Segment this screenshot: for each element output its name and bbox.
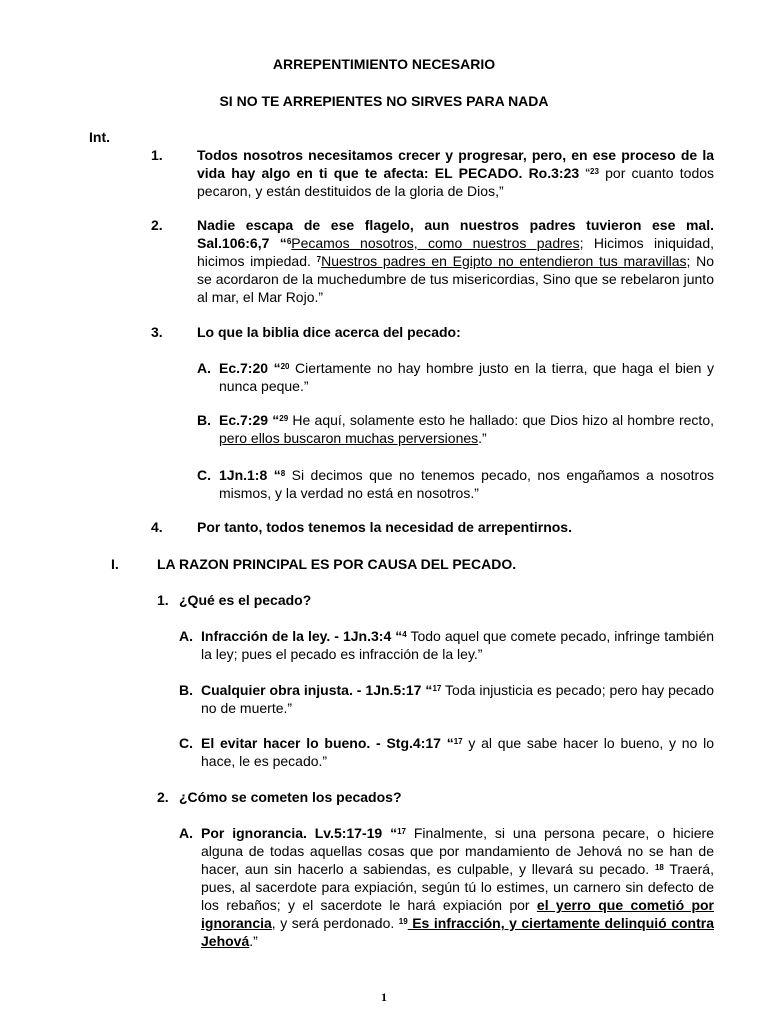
section-1-heading: LA RAZON PRINCIPAL ES POR CAUSA DEL PECADO. <box>157 556 517 572</box>
verse-reference: Infracción de la ley. - 1Jn.3:4 <box>201 628 392 644</box>
question-1-heading: ¿Qué es el pecado? <box>179 592 312 608</box>
verse-number: 23 <box>590 167 599 176</box>
intro-item-4-text: Por tanto, todos tenemos la necesidad de arrepentirnos. <box>197 519 572 535</box>
intro-item-1 <box>197 146 714 200</box>
intro-item-2-underlined-2: Nuestros padres en Egipto no entendieron tus maravillas <box>321 253 687 269</box>
intro-item-3-number: 3. <box>151 324 163 340</box>
verse-text: He aquí, solamente esto he hallado: que Dios hizo al hombre recto, <box>288 412 715 428</box>
question-2-heading: ¿Cómo se cometen los pecados? <box>179 789 402 805</box>
verse-number: 6 <box>286 237 292 246</box>
verse-number: 20 <box>280 362 290 371</box>
intro-item-2 <box>197 216 714 306</box>
document-title: ARREPENTIMIENTO NECESARIO <box>272 56 496 72</box>
verse-underlined: pero ellos buscaron muchas perversiones <box>219 430 479 446</box>
verse-text: Toda injusticia es pecado; pero hay pecado no de muerte.” <box>201 682 715 716</box>
verse-number: 17 <box>453 737 463 746</box>
verse-open: “ <box>267 467 281 483</box>
intro-item-2-underlined-1: Pecamos nosotros, como nuestros padres <box>291 235 580 251</box>
question-2-number: 2. <box>157 789 169 805</box>
verse-number: 29 <box>279 414 289 423</box>
intro-item-3b <box>219 411 714 447</box>
verse-number: 17 <box>397 827 406 836</box>
verse-reference: Ec.7:29 <box>219 412 269 428</box>
q1-b <box>201 681 714 717</box>
intro-item-2-text-2: ; No se acordaron de la muchedumbre de tus misericordias, Sino que se rebelaron junto al mar, el Mar Rojo.” <box>197 253 714 305</box>
verse-number: 19 <box>398 917 408 926</box>
q2-a <box>201 824 714 950</box>
intro-item-2-number: 2. <box>151 217 163 233</box>
intro-item-2-text-1: ; Hicimos iniquidad, hicimos impiedad. <box>197 235 714 269</box>
verse-number: 18 <box>654 863 664 872</box>
verse-open: “ <box>268 412 280 428</box>
verse-reference: Ec.7:20 <box>219 360 269 376</box>
verse-number: 7 <box>316 255 322 264</box>
intro-item-2-verse-open: “ <box>269 235 287 251</box>
verse-number: 8 <box>280 469 286 478</box>
verse-open: “ <box>391 628 403 644</box>
intro-item-3c <box>219 466 714 502</box>
q1-b-letter: B. <box>179 682 193 698</box>
verse-number: 4 <box>402 630 407 639</box>
intro-label: Int. <box>89 129 110 145</box>
intro-item-2-bold: Nadie escapa de ese flagelo, aun nuestros padres tuvieron ese mal. Sal.106:6,7 <box>197 217 714 251</box>
question-1-number: 1. <box>157 592 169 608</box>
verse-text: Todo aquel que comete pecado, infringe también la ley; pues el pecado es infracción de la ley.” <box>201 628 715 662</box>
verse-text: y al que sabe hacer lo bueno, y no lo hace, le es pecado.” <box>201 735 715 769</box>
intro-item-1-number: 1. <box>151 147 163 163</box>
verse-text-3: , y será perdonado. <box>271 915 399 931</box>
intro-item-1-verse: por cuanto todos pecaron, y están destituidos de la gloria de Dios,” <box>197 165 715 199</box>
verse-number: 17 <box>432 684 442 693</box>
verse-open: “ <box>421 682 433 698</box>
intro-item-3-heading: Lo que la biblia dice acerca del pecado: <box>197 324 461 340</box>
verse-end: .” <box>478 430 487 446</box>
verse-bold-underlined-1: el yerro que cometió por ignorancia <box>201 897 715 931</box>
q2-a-letter: A. <box>179 825 193 841</box>
q1-c <box>201 734 714 770</box>
intro-item-3a-letter: A. <box>197 360 211 376</box>
section-1-number: I. <box>111 556 119 572</box>
intro-item-3a <box>219 359 714 395</box>
document-subtitle: SI NO TE ARREPIENTES NO SIRVES PARA NADA <box>219 93 549 109</box>
intro-item-4-number: 4. <box>151 519 163 535</box>
verse-open: “ <box>382 825 398 841</box>
page-number: 1 <box>381 990 387 1004</box>
intro-item-1-verse-open: “ <box>585 165 591 181</box>
verse-reference: Cualquier obra injusta. - 1Jn.5:17 <box>201 682 422 698</box>
verse-open: “ <box>268 360 281 376</box>
intro-item-1-bold: Todos nosotros necesitamos crecer y progresar, pero, en ese proceso de la vida hay algo en ti que te afecta: EL PECADO. Ro.3:23 <box>197 147 714 181</box>
verse-reference: 1Jn.1:8 <box>219 467 268 483</box>
q1-a <box>201 627 714 663</box>
verse-end: .” <box>249 933 258 949</box>
verse-text-1: Finalmente, si una persona pecare, o hiciere alguna de todas aquellas cosas que por mandamiento de Jehová no se han de hacer, aun sin hacerlo a sabiendas, es culpable, y llevará su pecado. <box>201 825 714 877</box>
q1-c-letter: C. <box>179 735 193 751</box>
verse-text: Ciertamente no hay hombre justo en la tierra, que haga el bien y nunca peque.” <box>219 360 715 394</box>
intro-item-3c-letter: C. <box>197 467 211 483</box>
verse-bold-underlined-2: Es infracción, y ciertamente delinquió contra Jehová <box>201 915 714 949</box>
verse-reference: Por ignorancia. Lv.5:17-19 <box>201 825 383 841</box>
verse-text-2: Traerá, pues, al sacerdote para expiación, según tú lo estimes, un carnero sin defecto de los rebaños; y el sacerdote le hará expiación por <box>201 861 714 913</box>
intro-item-3b-letter: B. <box>197 412 211 428</box>
verse-open: “ <box>440 735 454 751</box>
q1-a-letter: A. <box>179 628 193 644</box>
verse-text: Si decimos que no tenemos pecado, nos engañamos a nosotros mismos, y la verdad no está en nosotros.” <box>219 467 714 501</box>
verse-reference: El evitar hacer lo bueno. - Stg.4:17 <box>201 735 441 751</box>
